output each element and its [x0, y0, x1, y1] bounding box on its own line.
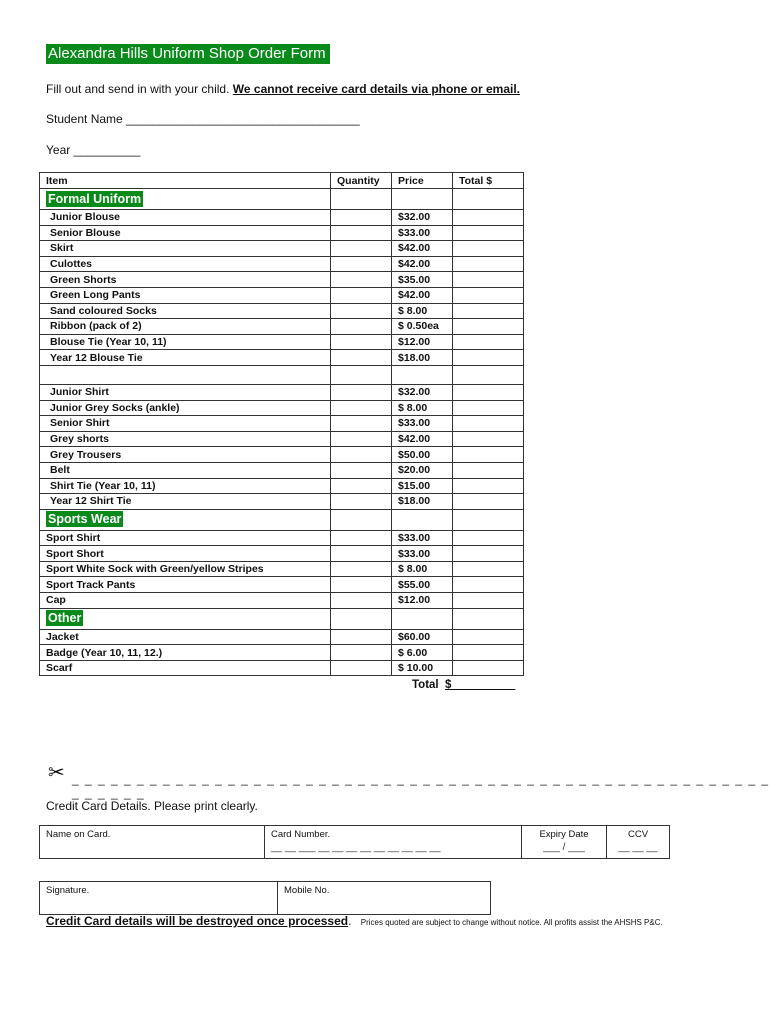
quantity-input[interactable]: [331, 287, 392, 303]
item-price: $18.00: [392, 350, 453, 366]
item-price: $42.00: [392, 287, 453, 303]
total-cell[interactable]: [453, 509, 524, 530]
table-header-row: [40, 173, 524, 189]
price-cell: [392, 608, 453, 629]
spacer-cell: [392, 365, 453, 384]
item-price: $ 0.50ea: [392, 319, 453, 335]
quantity-input[interactable]: [331, 593, 392, 609]
item-name: Jacket: [40, 629, 331, 645]
item-name: Sport Shirt: [40, 530, 331, 546]
item-name: Year 12 Shirt Tie: [40, 494, 331, 510]
spacer-cell: [453, 365, 524, 384]
item-name: Green Shorts: [40, 272, 331, 288]
item-price: $60.00: [392, 629, 453, 645]
line-total-input[interactable]: [453, 660, 524, 676]
quantity-input[interactable]: [331, 400, 392, 416]
item-name: Junior Grey Socks (ankle): [40, 400, 331, 416]
table-row: [40, 530, 524, 546]
item-name: Sport Short: [40, 546, 331, 562]
spacer-row: [40, 365, 524, 384]
item-name: Senior Shirt: [40, 416, 331, 432]
quantity-input[interactable]: [331, 225, 392, 241]
item-price: $ 8.00: [392, 561, 453, 577]
spacer-cell: [40, 365, 331, 384]
quantity-input[interactable]: [331, 303, 392, 319]
section-title-cell: [40, 509, 331, 530]
quantity-input[interactable]: [331, 416, 392, 432]
quantity-input[interactable]: [331, 462, 392, 478]
spacer-cell: [331, 365, 392, 384]
year-field[interactable]: Year __________: [46, 143, 141, 157]
header-item: Item: [40, 173, 331, 189]
card-number-blanks: __ __ ___ __ __ __ __ __ __ __ __ __: [271, 842, 441, 853]
quantity-input[interactable]: [331, 645, 392, 661]
line-total-input[interactable]: [453, 256, 524, 272]
section-row: [40, 189, 524, 210]
line-total-input[interactable]: [453, 577, 524, 593]
item-price: $12.00: [392, 593, 453, 609]
section-title: Sports Wear: [48, 512, 122, 527]
intro-warning: We cannot receive card details via phone or email.: [232, 82, 521, 96]
item-price: $15.00: [392, 478, 453, 494]
intro-text: Fill out and send in with your child.: [46, 82, 230, 96]
line-total-input[interactable]: [453, 645, 524, 661]
line-total-input[interactable]: [453, 225, 524, 241]
line-total-input[interactable]: [453, 416, 524, 432]
item-price: $20.00: [392, 462, 453, 478]
item-price: $35.00: [392, 272, 453, 288]
table-row: [40, 629, 524, 645]
item-name: Sport Track Pants: [40, 577, 331, 593]
item-price: $18.00: [392, 494, 453, 510]
item-price: $42.00: [392, 241, 453, 257]
item-price: $55.00: [392, 577, 453, 593]
order-table: [39, 172, 524, 676]
item-name: Junior Shirt: [40, 384, 331, 400]
table-row: [40, 416, 524, 432]
quantity-input[interactable]: [331, 319, 392, 335]
quantity-input[interactable]: [331, 256, 392, 272]
quantity-input[interactable]: [331, 494, 392, 510]
table-row: [40, 303, 524, 319]
item-price: $33.00: [392, 530, 453, 546]
item-price: $ 6.00: [392, 645, 453, 661]
item-price: $ 10.00: [392, 660, 453, 676]
table-row: [40, 431, 524, 447]
item-price: $33.00: [392, 546, 453, 562]
quantity-input[interactable]: [331, 561, 392, 577]
item-price: $12.00: [392, 334, 453, 350]
table-row: [40, 660, 524, 676]
quantity-cell[interactable]: [331, 189, 392, 210]
item-name: Cap: [40, 593, 331, 609]
section-title: Other: [48, 611, 82, 626]
item-name: Green Long Pants: [40, 287, 331, 303]
item-name: Shirt Tie (Year 10, 11): [40, 478, 331, 494]
student-name-field[interactable]: Student Name ___________________________________: [46, 112, 360, 126]
item-name: Grey Trousers: [40, 447, 331, 463]
price-cell: [392, 509, 453, 530]
item-price: $33.00: [392, 416, 453, 432]
quantity-input[interactable]: [331, 660, 392, 676]
item-name: Grey shorts: [40, 431, 331, 447]
item-name: Culottes: [40, 256, 331, 272]
table-row: [40, 287, 524, 303]
item-price: $32.00: [392, 384, 453, 400]
item-price: $32.00: [392, 210, 453, 226]
quantity-cell[interactable]: [331, 608, 392, 629]
quantity-input[interactable]: [331, 384, 392, 400]
table-row: [40, 546, 524, 562]
ccv-blanks: __ __ __: [618, 842, 658, 853]
section-row: [40, 509, 524, 530]
table-row: [40, 400, 524, 416]
form-title: Alexandra Hills Uniform Shop Order Form: [46, 44, 330, 64]
quantity-input[interactable]: [331, 530, 392, 546]
item-name: Junior Blouse: [40, 210, 331, 226]
item-name: Ribbon (pack of 2): [40, 319, 331, 335]
total-value-field[interactable]: $__________: [445, 679, 516, 691]
table-row: [40, 577, 524, 593]
table-row: [40, 241, 524, 257]
table-row: [40, 334, 524, 350]
table-row: [40, 350, 524, 366]
section-title-cell: [40, 608, 331, 629]
quantity-input[interactable]: [331, 447, 392, 463]
table-row: [40, 210, 524, 226]
quantity-input[interactable]: [331, 577, 392, 593]
item-name: Sand coloured Socks: [40, 303, 331, 319]
line-total-input[interactable]: [453, 241, 524, 257]
line-total-input[interactable]: [453, 561, 524, 577]
item-price: $42.00: [392, 256, 453, 272]
item-name: Senior Blouse: [40, 225, 331, 241]
section-title: Formal Uniform: [48, 191, 142, 206]
item-name: Belt: [40, 462, 331, 478]
table-row: [40, 478, 524, 494]
line-total-input[interactable]: [453, 546, 524, 562]
item-name: Sport White Sock with Green/yellow Stripes: [40, 561, 331, 577]
table-row: [40, 225, 524, 241]
signature-field[interactable]: [40, 882, 278, 915]
expiry-label: Expiry Date: [539, 829, 589, 840]
credit-card-heading: Credit Card Details. Please print clearly.: [46, 799, 258, 813]
item-price: $ 8.00: [392, 400, 453, 416]
line-total-input[interactable]: [453, 210, 524, 226]
expiry-field[interactable]: [522, 826, 607, 859]
name-on-card-label: Name on Card.: [46, 829, 111, 840]
item-price: $ 8.00: [392, 303, 453, 319]
quantity-input[interactable]: [331, 478, 392, 494]
prices-note: Prices quoted are subject to change without notice. All profits assist the AHSHS P&C.: [360, 918, 663, 927]
total-label: Total: [412, 679, 439, 691]
signature-label: Signature.: [46, 885, 90, 896]
quantity-input[interactable]: [331, 431, 392, 447]
table-row: [40, 384, 524, 400]
intro-line: [46, 82, 520, 96]
table-row: [40, 272, 524, 288]
line-total-input[interactable]: [453, 447, 524, 463]
item-name: Badge (Year 10, 11, 12.): [40, 645, 331, 661]
card-details-table: [39, 825, 670, 859]
table-row: [40, 462, 524, 478]
footer: Credit Card details will be destroyed once processed. Prices quoted are subject to change without notice. All profits assist the AHSHS P&C.: [46, 914, 663, 928]
ccv-label: CCV: [627, 829, 649, 840]
line-total-input[interactable]: [453, 431, 524, 447]
card-number-field[interactable]: [265, 826, 522, 859]
line-total-input[interactable]: [453, 303, 524, 319]
line-total-input[interactable]: [453, 530, 524, 546]
table-row: [40, 256, 524, 272]
line-total-input[interactable]: [453, 629, 524, 645]
card-number-label: Card Number.: [271, 829, 331, 840]
line-total-input[interactable]: [453, 334, 524, 350]
quantity-input[interactable]: [331, 546, 392, 562]
grand-total: [412, 679, 515, 691]
quantity-input[interactable]: [331, 272, 392, 288]
line-total-input[interactable]: [453, 593, 524, 609]
item-price: $42.00: [392, 431, 453, 447]
header-quantity: Quantity: [331, 173, 392, 189]
section-title-cell: [40, 189, 331, 210]
line-total-input[interactable]: [453, 319, 524, 335]
ccv-field[interactable]: [607, 826, 670, 859]
quantity-cell[interactable]: [331, 509, 392, 530]
expiry-blanks: ___ / ___: [543, 842, 585, 853]
item-name: Blouse Tie (Year 10, 11): [40, 334, 331, 350]
line-total-input[interactable]: [453, 494, 524, 510]
quantity-input[interactable]: [331, 241, 392, 257]
line-total-input[interactable]: [453, 272, 524, 288]
line-total-input[interactable]: [453, 350, 524, 366]
quantity-input[interactable]: [331, 334, 392, 350]
total-cell[interactable]: [453, 608, 524, 629]
name-on-card-field[interactable]: [40, 826, 265, 859]
table-row: [40, 593, 524, 609]
quantity-input[interactable]: [331, 629, 392, 645]
quantity-input[interactable]: [331, 350, 392, 366]
quantity-input[interactable]: [331, 210, 392, 226]
header-total: Total $: [453, 173, 524, 189]
item-price: $33.00: [392, 225, 453, 241]
line-total-input[interactable]: [453, 400, 524, 416]
mobile-field[interactable]: [278, 882, 491, 915]
item-name: Scarf: [40, 660, 331, 676]
line-total-input[interactable]: [453, 478, 524, 494]
line-total-input[interactable]: [453, 462, 524, 478]
table-row: [40, 561, 524, 577]
destroyed-note: Credit Card details will be destroyed once processed: [46, 914, 349, 928]
table-row: [40, 494, 524, 510]
line-total-input[interactable]: [453, 384, 524, 400]
header-price: Price: [392, 173, 453, 189]
mobile-label: Mobile No.: [284, 885, 330, 896]
section-row: [40, 608, 524, 629]
table-row: [40, 319, 524, 335]
scissors-icon: ✂: [48, 762, 65, 784]
table-row: [40, 645, 524, 661]
item-price: $50.00: [392, 447, 453, 463]
item-name: Year 12 Blouse Tie: [40, 350, 331, 366]
table-row: [40, 447, 524, 463]
signature-table: [39, 881, 491, 915]
total-cell[interactable]: [453, 189, 524, 210]
item-name: Skirt: [40, 241, 331, 257]
price-cell: [392, 189, 453, 210]
cut-line: _ _ _ _ _ _ _ _ _ _ _ _ _ _ _ _ _ _ _ _ _ _ _ _ _ _ _ _ _ _ _ _ _ _ _ _ _ _ _ _ _ _ _ _ _ _ _ _ _ _ _ _ _ _ _ _ _ _ _ _: [72, 772, 770, 800]
line-total-input[interactable]: [453, 287, 524, 303]
